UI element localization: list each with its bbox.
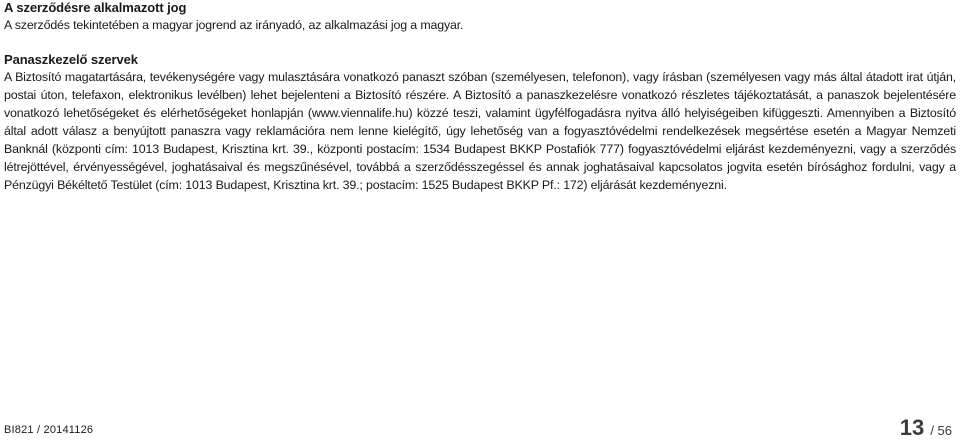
paragraph-applicable-law: A szerződés tekintetében a magyar jogrend az irányadó, az alkalmazási jog a magyar. (4, 18, 464, 32)
section-applicable-law (4, 0, 956, 34)
page-total: / 56 (930, 423, 952, 438)
page-number (900, 416, 952, 443)
document-code: BI821 / 20141126 (4, 424, 94, 436)
section-complaint-bodies (4, 52, 956, 194)
section-title-applicable-law: A szerződésre alkalmazott jog (4, 0, 187, 15)
section-title-complaint-bodies: Panaszkezelő szervek (4, 52, 138, 67)
page-current: 13 (899, 415, 925, 440)
paragraph-complaint-bodies: A Biztosító magatartására, tevékenységére vagy mulasztására vonatkozó panaszt szóban (személyesen, telefonon), vagy írásban (személyesen vagy más által átadott irat útján, postai úton, telefaxon, elektronikus levélben) lehet bejelenteni a Biztosító részére. A Biztosító a panaszkezelésre vonatkozó részletes tájékoztatását, a panaszok bejelentésére vonatkozó lehetőségeket és elérhetőségeket honlapján (www.viennalife.hu) közzé teszi, valamint ügyfélfogadásra nyitva álló helyiségeiben kifüggeszti. Amennyiben a Biztosító által adott válasz a benyújtott panaszra vagy reklamációra nem lenne kielégítő, úgy lehetőség van a fogyasztóvédelmi rendelkezések megsértése esetén a Magyar Nemzeti Banknál (központi cím: 1013 Budapest, Krisztina krt. 39., központi postacím: 1534 Budapest BKKP Postafiók 777) fogyasztóvédelmi eljárást kezdeményezni, vagy a szerződés létrejöttével, érvényességével, joghatásaival és megszűnésével, továbbá a szerződésszegéssel és annak joghatásaival kapcsolatos jogvita esetén bírósághoz fordulni, vagy a Pénzügyi Békéltető Testület (cím: 1013 Budapest, Krisztina krt. 39.; postacím: 1525 Budapest BKKP Pf.: 172) eljárását kezdeményezni. (4, 70, 956, 192)
document-page (4, 0, 956, 194)
